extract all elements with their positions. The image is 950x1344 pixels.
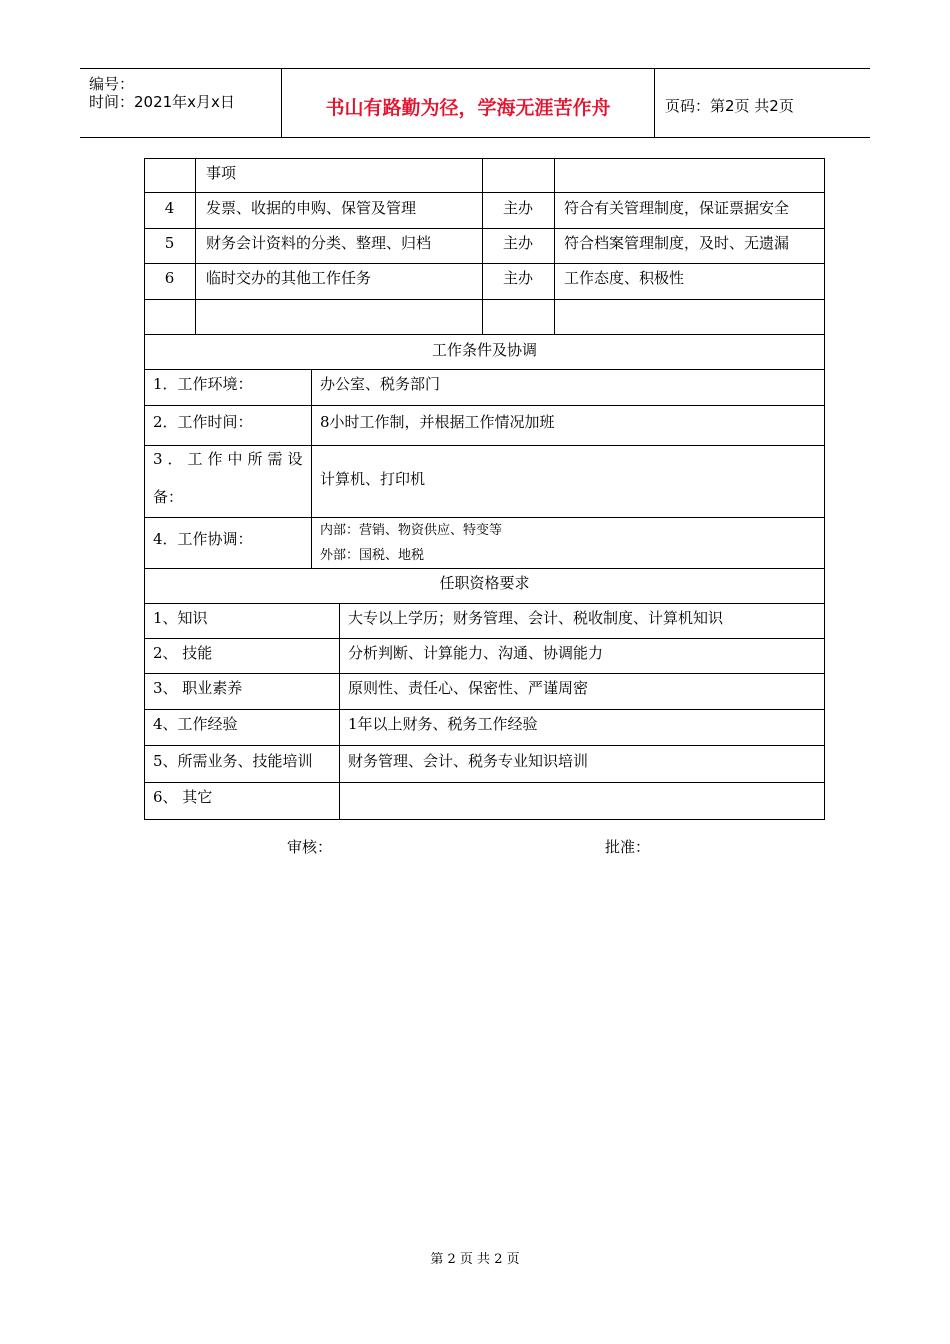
row-divider — [144, 673, 825, 674]
qualification-value: 1年以上财务、税务工作经验 — [348, 715, 538, 733]
row-divider — [144, 405, 825, 406]
qualification-label: 6、 其它 — [153, 788, 213, 806]
column-divider — [339, 603, 340, 820]
row-divider — [144, 192, 825, 193]
header-motto: 书山有路勤为径，学海无涯苦作舟 — [325, 97, 611, 119]
duty-no: 6 — [164, 269, 175, 287]
qualification-label: 2、 技能 — [153, 644, 213, 662]
qualifications-title: 任职资格要求 — [439, 574, 530, 592]
duty-item: 发票、收据的申购、保管及管理 — [206, 199, 417, 217]
row-divider — [144, 299, 825, 300]
job-description-table — [144, 158, 825, 820]
qualification-value: 财务管理、会计、税务专业知识培训 — [348, 752, 589, 770]
duty-standard: 工作态度、积极性 — [564, 269, 685, 287]
duty-no: 4 — [164, 199, 175, 217]
qualification-label: 4、工作经验 — [153, 715, 238, 733]
row-divider — [144, 745, 825, 746]
duty-item: 事项 — [206, 164, 237, 182]
duty-no: 5 — [164, 234, 175, 252]
duty-standard: 符合有关管理制度，保证票据安全 — [564, 199, 790, 217]
row-divider — [144, 334, 825, 335]
row-divider — [144, 709, 825, 710]
conditions-title: 工作条件及协调 — [431, 341, 537, 359]
approve-label: 批准： — [605, 838, 651, 856]
qualification-label: 1、知识 — [153, 609, 208, 627]
duty-role: 主办 — [502, 234, 533, 252]
table-border-right — [824, 158, 825, 820]
table-border-top — [144, 158, 825, 159]
row-divider — [144, 782, 825, 783]
work-environment-value: 办公室、税务部门 — [320, 375, 441, 393]
header-motto-cell — [282, 69, 655, 137]
column-divider — [195, 158, 196, 334]
row-divider — [144, 369, 825, 370]
row-divider — [144, 517, 825, 518]
row-divider — [144, 603, 825, 604]
row-divider — [144, 263, 825, 264]
qualification-value: 原则性、责任心、保密性、严谨周密 — [348, 679, 589, 697]
table-border-bottom — [144, 819, 825, 820]
duty-role: 主办 — [502, 199, 533, 217]
qualification-label: 5、所需业务、技能培训 — [153, 752, 313, 770]
column-divider — [311, 369, 312, 568]
qualification-value: 分析判断、计算能力、沟通、协调能力 — [348, 644, 604, 662]
duty-item: 财务会计资料的分类、整理、归档 — [206, 234, 432, 252]
row-divider — [144, 445, 825, 446]
header-right-cell — [655, 69, 870, 137]
coordination-internal: 内部：营销、物资供应、特变等 — [320, 523, 503, 538]
duty-role: 主办 — [502, 269, 533, 287]
row-divider — [144, 638, 825, 639]
header-page-indicator: 页码：第2页 共2页 — [665, 97, 794, 115]
row-divider — [144, 228, 825, 229]
coordination-external: 外部：国税、地税 — [320, 548, 425, 563]
work-environment-label: 1．工作环境： — [153, 375, 253, 393]
review-label: 审核： — [287, 838, 333, 856]
coordination-label: 4．工作协调： — [153, 530, 253, 548]
document-number-label: 编号： — [89, 75, 135, 93]
duty-standard: 符合档案管理制度，及时、无遗漏 — [564, 234, 790, 252]
equipment-label-cont: 备： — [153, 488, 184, 506]
page-header — [80, 68, 870, 138]
work-time-value: 8小时工作制，并根据工作情况加班 — [320, 413, 555, 431]
qualification-value: 大专以上学历；财务管理、会计、税收制度、计算机知识 — [348, 609, 724, 627]
header-left-cell — [80, 69, 282, 137]
equipment-label: 3．工作中所需设 — [153, 450, 308, 468]
duty-item: 临时交办的其他工作任务 — [206, 269, 372, 287]
work-time-label: 2．工作时间： — [153, 413, 253, 431]
equipment-value: 计算机、打印机 — [320, 470, 426, 488]
table-border-left — [144, 158, 145, 820]
document-time-label: 时间：2021年x月x日 — [89, 93, 235, 111]
row-divider — [144, 568, 825, 569]
column-divider — [554, 158, 555, 334]
page-footer: 第 2 页 共 2 页 — [430, 1252, 520, 1267]
qualification-label: 3、 职业素养 — [153, 679, 243, 697]
